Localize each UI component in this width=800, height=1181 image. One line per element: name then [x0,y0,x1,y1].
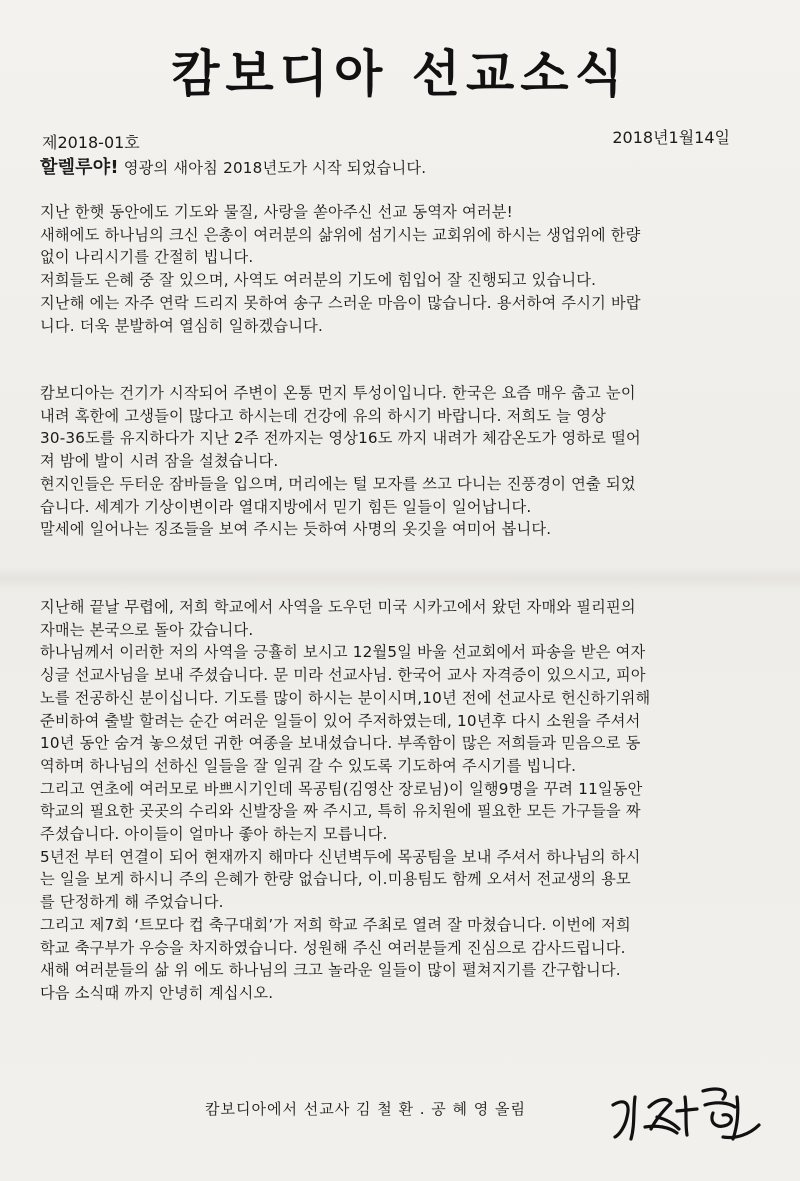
text-line: 30-36도를 유지하다가 지난 2주 전까지는 영상16도 까지 내려가 체감온도가 영하로 떨어 [40,429,641,448]
text-line: 를 단정하게 해 주었습니다. [40,893,224,912]
greeting [40,157,775,180]
paragraph-2 [40,382,775,541]
text-line: 캄보디아는 건기가 시작되어 주변이 온통 먼지 투성이입니다. 한국은 요즘 매우 춥고 눈이 [40,384,636,402]
text-line: 습니다. 세계가 기상이변이라 열대지방에서 믿기 힘든 일들이 일어납니다. [40,497,532,516]
text-line: 말세에 일어나는 징조들을 보여 주시는 듯하여 사명의 옷깃을 여미어 봅니다. [40,520,552,539]
greeting-hallelujah: 할렐루야! [40,157,119,178]
text-line: 주셨습니다. 아이들이 얼마나 좋아 하는지 모릅니다. [40,825,388,844]
paragraph-3 [40,596,775,1005]
text-line: 역하며 하나님의 선하신 일들을 잘 일궈 갈 수 있도록 기도하여 주시기를 빕니다. [40,756,577,775]
text-line: 지난해 에는 자주 연락 드리지 못하여 송구 스러운 마음이 많습니다. 용서하여 주시기 바랍 [40,293,641,312]
letter-date: 2018년1월14일 [612,128,730,147]
text-line: 10년 동안 숨겨 놓으셨던 귀한 여종을 보내셨습니다. 부족함이 많은 저희들과 믿음으로 동 [40,734,641,753]
text-line: 지난해 끝날 무렵에, 저희 학교에서 사역을 도우던 미국 시카고에서 왔던 자매와 필리핀의 [40,598,636,616]
greeting-text: 영광의 새아침 2018년도가 시작 되었습니다. [118,159,427,177]
text-line: 다음 소식때 까지 안녕히 계십시오. [40,983,274,1002]
text-line: 니다. 더욱 분발하여 열심히 일하겠습니다. [40,316,323,335]
text-line: 지난 한햇 동안에도 기도와 물질, 사랑을 쏟아주신 선교 동역자 여러분! [40,203,513,221]
signature-line: 캄보디아에서 선교사 김 철 환 . 공 혜 영 올림 [205,1100,527,1118]
text-line: 그리고 제7회 ‘트모다 컵 축구대회’가 저희 학교 주최로 열려 잘 마쳤습니다. 이번에 저희 [40,915,631,934]
text-line: 싱글 선교사님을 보내 주셨습니다. 문 미라 선교사님. 한국어 교사 자격증이 있으시고, 피아 [40,666,646,685]
text-line: 저희들도 은혜 중 잘 있으며, 사역도 여러분의 기도에 힘입어 잘 진행되고 있습니다. [40,271,597,290]
text-line: 자매는 본국으로 돌아 갔습니다. [40,620,254,639]
page-title: 캄보디아 선교소식 [171,44,629,103]
text-line: 는 일을 보게 하시니 주의 은혜가 한량 없습니다, 이.미용팀도 함께 오셔서 전교생의 용모 [40,870,631,889]
issue-number: 제2018-01호 [42,133,140,152]
text-line: 준비하여 출발 할려는 순간 여러운 일들이 있어 주저하였는데, 10년후 다시 소원을 주셔서 [40,711,641,730]
text-line: 5년전 부터 연결이 되어 현재까지 해마다 신년벽두에 목공팀을 보내 주셔서 하나님의 하시 [40,847,641,866]
text-line: 져 밤에 발이 시려 잠을 설쳤습니다. [40,452,279,471]
handwritten-signature [605,1077,765,1147]
text-line: 학교 축구부가 우승을 차지하였습니다. 성원해 주신 여러분들게 진심으로 감사드립니다. [40,938,626,957]
text-line: 학교의 필요한 곳곳의 수리와 신발장을 짜 주시고, 특히 유치원에 필요한 모든 가구들을 짜 [40,802,641,821]
paragraph-1 [40,201,775,337]
text-line: 없이 나리시기를 간절히 빕니다. [40,248,254,267]
text-line: 하나님께서 이러한 저의 사역을 긍휼히 보시고 12월5일 바울 선교회에서 파송을 받은 여자 [40,643,646,662]
text-line: 새해 여러분들의 삶 위 에도 하나님의 크고 놀라운 일들이 많이 펼쳐지기를 간구합니다. [40,961,621,980]
text-line: 노를 전공하신 분이십니다. 기도를 많이 하시는 분이시며,10년 전에 선교사로 헌신하기위해 [40,688,651,707]
text-line: 내려 혹한에 고생들이 많다고 하시는데 건강에 유의 하시기 바랍니다. 저희도 늘 영상 [40,406,606,425]
text-line: 그리고 연초에 여러모로 바쁘시기인데 목공팀(김영산 장로님)이 일행9명을 꾸려 11일동안 [40,779,643,798]
text-line: 새해에도 하나님의 크신 은총이 여러분의 삶위에 섬기시는 교회위에 하시는 생업위에 한량 [40,225,641,244]
text-line: 현지인들은 두터운 잠바들을 입으며, 머리에는 털 모자를 쓰고 다니는 진풍경이 연출 되었 [40,474,636,493]
